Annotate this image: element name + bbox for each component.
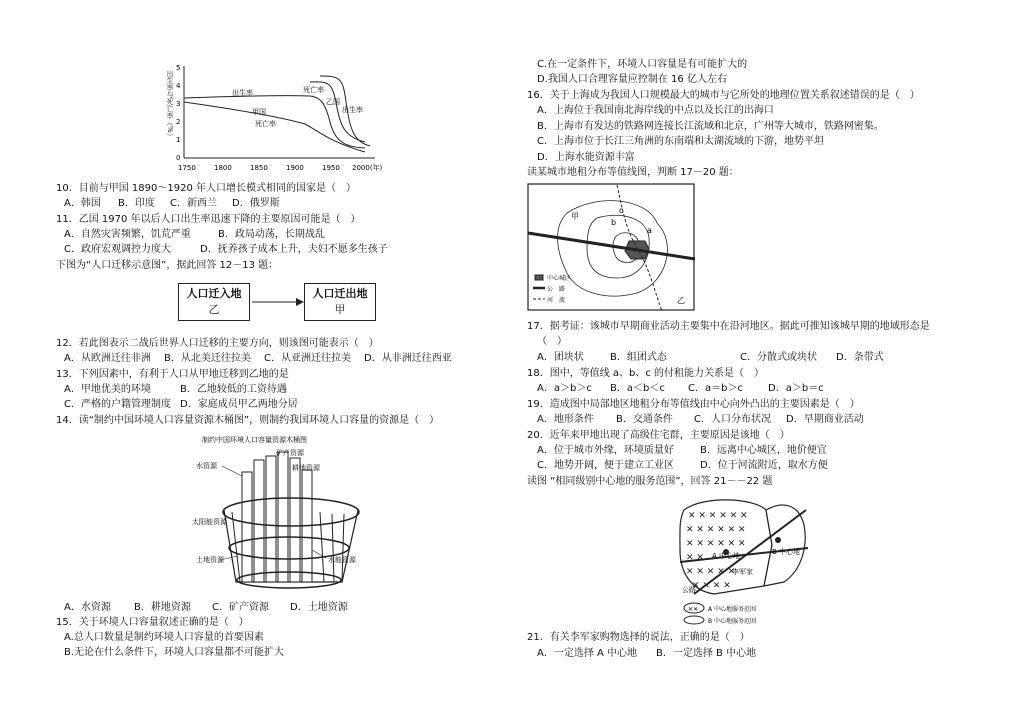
- q17-option: A．团块状: [537, 352, 584, 363]
- destination-box: [178, 283, 250, 321]
- svg-text:✕ ✕ ✕ ✕ ✕ ✕: ✕ ✕ ✕ ✕ ✕ ✕: [688, 511, 748, 521]
- q12-option: A．从欧洲迁往非洲: [64, 353, 151, 364]
- q10-option: C．新西兰: [170, 198, 217, 209]
- q16-option: C．上海市位于长江三角洲的东南端和太湖流域的下游，地势平坦: [537, 136, 824, 147]
- q19-option: C．人口分布状况: [694, 414, 771, 425]
- q11-option: D．抚养孩子成本上升，夫妇不愿多生孩子: [200, 244, 388, 255]
- svg-text:✕ ✕ ✕ ✕ ✕ ✕: ✕ ✕ ✕ ✕ ✕ ✕: [686, 525, 746, 535]
- x-tick: 1850: [250, 164, 268, 172]
- q20-option: A．位于城市外缘，环境质量好: [537, 445, 674, 456]
- question-18: 18．图中，等值线 a、b、c 的付租能力关系是（ ）: [527, 368, 765, 379]
- question-12: 12．若此图表示二战后世界人口迁移的主要方向，则该图可能表示（ ）: [56, 338, 379, 349]
- q15-option: A.总人口数量是制约环境人口容量的首要因素: [64, 632, 264, 643]
- q12-option: C．从亚洲迁往拉美: [264, 353, 351, 364]
- question-13: 13．下列因素中，有利于人口从甲地迁移到乙地的是: [56, 369, 289, 380]
- question-10: 10．目前与甲国 1890～1920 年人口增长模式相同的国家是（ ）: [56, 183, 356, 194]
- label-a-center: A 中心地: [712, 552, 741, 560]
- q16-option: B．上海市有发达的铁路网连接长江流域和北京，广州等大城市，铁路网密集。: [537, 121, 884, 132]
- label-mineral: 矿产资源: [276, 449, 304, 457]
- origin-sub: 甲: [334, 303, 346, 316]
- q15-option: D.我国人口合理容量应控制在 16 亿人左右: [537, 74, 727, 85]
- label-jia: 甲国: [252, 108, 266, 116]
- label-death-2: 死亡率: [303, 86, 324, 94]
- q19-option: D．早期商业活动: [786, 414, 864, 425]
- q10-option: B．印度: [118, 198, 155, 209]
- q18-option: D．a＞b＝c: [768, 383, 824, 394]
- q11-option: B．政局动荡，长期战乱: [218, 229, 325, 240]
- legend-a: A 中心地服务范围: [708, 606, 757, 613]
- svg-text:✕ ✕: ✕ ✕: [686, 553, 704, 563]
- q20-option: D．位于河流附近，取水方便: [700, 460, 828, 471]
- q11-option: C．政府宏观调控力度大: [64, 244, 171, 255]
- label-b-center: B 中心地: [772, 548, 801, 556]
- question-20: 20．近年来甲地出现了高级住宅群，主要原因是该地（ ）: [527, 430, 790, 441]
- intro-21-22: 读图 “相同级别中心地的服务范围”，回答 21－－22 题: [527, 476, 773, 487]
- destination-title: 人口迁入地: [186, 287, 242, 300]
- y-tick: 0: [176, 154, 181, 162]
- question-17: 17．据考证：该城市早期商业活动主要集中在沿河地区。据此可推知该城早期的地域形态是: [527, 321, 930, 332]
- label-hydro: 水能资源: [328, 556, 356, 564]
- q16-option: D．上海水能资源丰富: [537, 152, 635, 163]
- label-a: a: [647, 226, 652, 235]
- label-b: b: [611, 218, 617, 227]
- label-jia: 甲: [571, 212, 579, 221]
- label-water: 水资源: [196, 462, 217, 470]
- label-yi: 乙: [677, 296, 685, 305]
- q11-option: A．自然灾害频繁，饥荒严重: [64, 229, 191, 240]
- question-19: 19．造成图中局部地区地租分布等值线由中心向外凸出的主要因素是（ ）: [527, 399, 860, 410]
- x-tick: 1750: [178, 164, 196, 172]
- q16-option: A．上海位于我国南北海岸线的中点以及长江的出海口: [537, 105, 774, 116]
- q13-option: C．严格的户籍管理制度: [64, 399, 171, 410]
- label-road: 公路: [682, 586, 696, 594]
- x-tick: 1800: [214, 164, 232, 172]
- question-11: 11．乙国 1970 年以后人口出生率迅速下降的主要原因可能是（ ）: [56, 214, 361, 225]
- label-birth-2: 出生率: [342, 106, 363, 114]
- question-16: 16．关于上海成为我国人口规模最大的城市与它所处的地理位置关系叙述错误的是（ ）: [527, 90, 920, 101]
- q15-option: B.无论在什么条件下，环境人口容量都不可能扩大: [64, 647, 285, 658]
- question-14: 14．读“制约中国环境人口容量资源木桶图”，则制约我国环境人口容量的资源是（ ）: [56, 415, 440, 426]
- x-tick: 2000(年): [352, 164, 383, 172]
- central-place-map: [674, 490, 814, 625]
- q13-option: D．家庭成员甲乙两地分居: [180, 399, 298, 410]
- q18-option: C．a＝b＞c: [688, 383, 743, 394]
- legend-road: 公 路: [547, 286, 566, 293]
- q12-option: B．从北美迁往拉美: [164, 353, 251, 364]
- q13-option: B．乙地较低的工资待遇: [180, 384, 287, 395]
- q14-option: C．矿产资源: [212, 602, 269, 613]
- legend-river: 河 流: [547, 297, 566, 304]
- label-c: c: [619, 206, 624, 215]
- q15-option: C.在一定条件下，环境人口容量是有可能扩大的: [537, 59, 748, 70]
- x-tick: 1900: [286, 164, 304, 172]
- label-birth: 出生率: [232, 89, 253, 97]
- q20-option: C．地势开阔，便于建立工业区: [537, 460, 674, 471]
- y-tick: 2: [176, 118, 181, 126]
- barrel-title: 制约中国环境人口容量资源木桶图: [202, 436, 307, 444]
- chart-y-label: 出生率与死亡率（%）: [166, 70, 174, 140]
- destination-sub: 乙: [208, 303, 220, 316]
- q17-paren: （ ）: [537, 336, 567, 347]
- q17-option: D．条带式: [836, 352, 884, 363]
- q12-option: D．从非洲迁往西亚: [364, 353, 452, 364]
- y-tick: 1: [176, 136, 181, 144]
- q14-option: B．耕地资源: [134, 602, 191, 613]
- legend-center: 中心城区: [547, 275, 572, 282]
- intro-12-13: 下图为“人口迁移示意图”，据此回答 12－13 题：: [56, 260, 279, 271]
- svg-text:✕ ✕ ✕ ✕ ✕: ✕ ✕ ✕ ✕ ✕: [686, 567, 736, 577]
- q20-option: B．远离中心城区，地价便宜: [700, 445, 827, 456]
- label-yi: 乙国: [326, 98, 340, 106]
- label-solar-1: 太阳能资源: [192, 518, 227, 526]
- q14-option: D．土地资源: [290, 602, 348, 613]
- q10-option: A．韩国: [64, 198, 101, 209]
- q18-option: A．a＞b＞c: [537, 383, 592, 394]
- intro-17-20: 读某城市地租分布等值线图，判断 17－20 题：: [527, 167, 739, 178]
- q10-option: D．俄罗斯: [232, 198, 280, 209]
- arrow-icon: [252, 295, 304, 309]
- svg-text:✕ ✕ ✕ ✕: ✕ ✕ ✕ ✕: [692, 581, 731, 591]
- label-person: 李军家: [732, 568, 753, 576]
- label-land: 土地资源: [196, 556, 224, 564]
- resource-barrel-diagram: [192, 432, 382, 592]
- label-farmland: 耕地资源: [292, 464, 320, 472]
- y-tick: 3: [176, 100, 181, 108]
- y-tick: 5: [176, 64, 181, 72]
- migration-diagram: [178, 283, 404, 323]
- q21-option: A．一定选择 A 中心地: [537, 648, 638, 659]
- q21-option: B．一定选择 B 中心地: [656, 648, 757, 659]
- origin-title: 人口迁出地: [312, 287, 368, 300]
- question-21: 21．有关李军家购物选择的说法，正确的是（ ）: [527, 632, 750, 643]
- label-death: 死亡率: [255, 120, 276, 128]
- land-rent-map: [527, 183, 697, 313]
- q19-option: A．地形条件: [537, 414, 594, 425]
- q19-option: B．交通条件: [616, 414, 673, 425]
- x-tick: 1950: [322, 164, 340, 172]
- svg-text:✕ ✕ ✕ ✕ ✕ ✕: ✕ ✕ ✕ ✕ ✕ ✕: [686, 539, 746, 549]
- q14-option: A．水资源: [64, 602, 111, 613]
- q17-option: C．分散式或块状: [740, 352, 817, 363]
- svg-text:✕✕: ✕✕: [688, 606, 699, 613]
- question-15: 15．关于环境人口容量叙述正确的是（ ）: [56, 617, 249, 628]
- q18-option: B．a＜b＜c: [610, 383, 665, 394]
- y-tick: 4: [176, 82, 181, 90]
- legend-b: B 中心地服务范围: [708, 618, 757, 625]
- birth-death-rate-chart: [160, 62, 395, 180]
- q17-option: B．组团式态: [610, 352, 667, 363]
- q13-option: A．甲地优美的环境: [64, 384, 151, 395]
- origin-box: [304, 283, 376, 321]
